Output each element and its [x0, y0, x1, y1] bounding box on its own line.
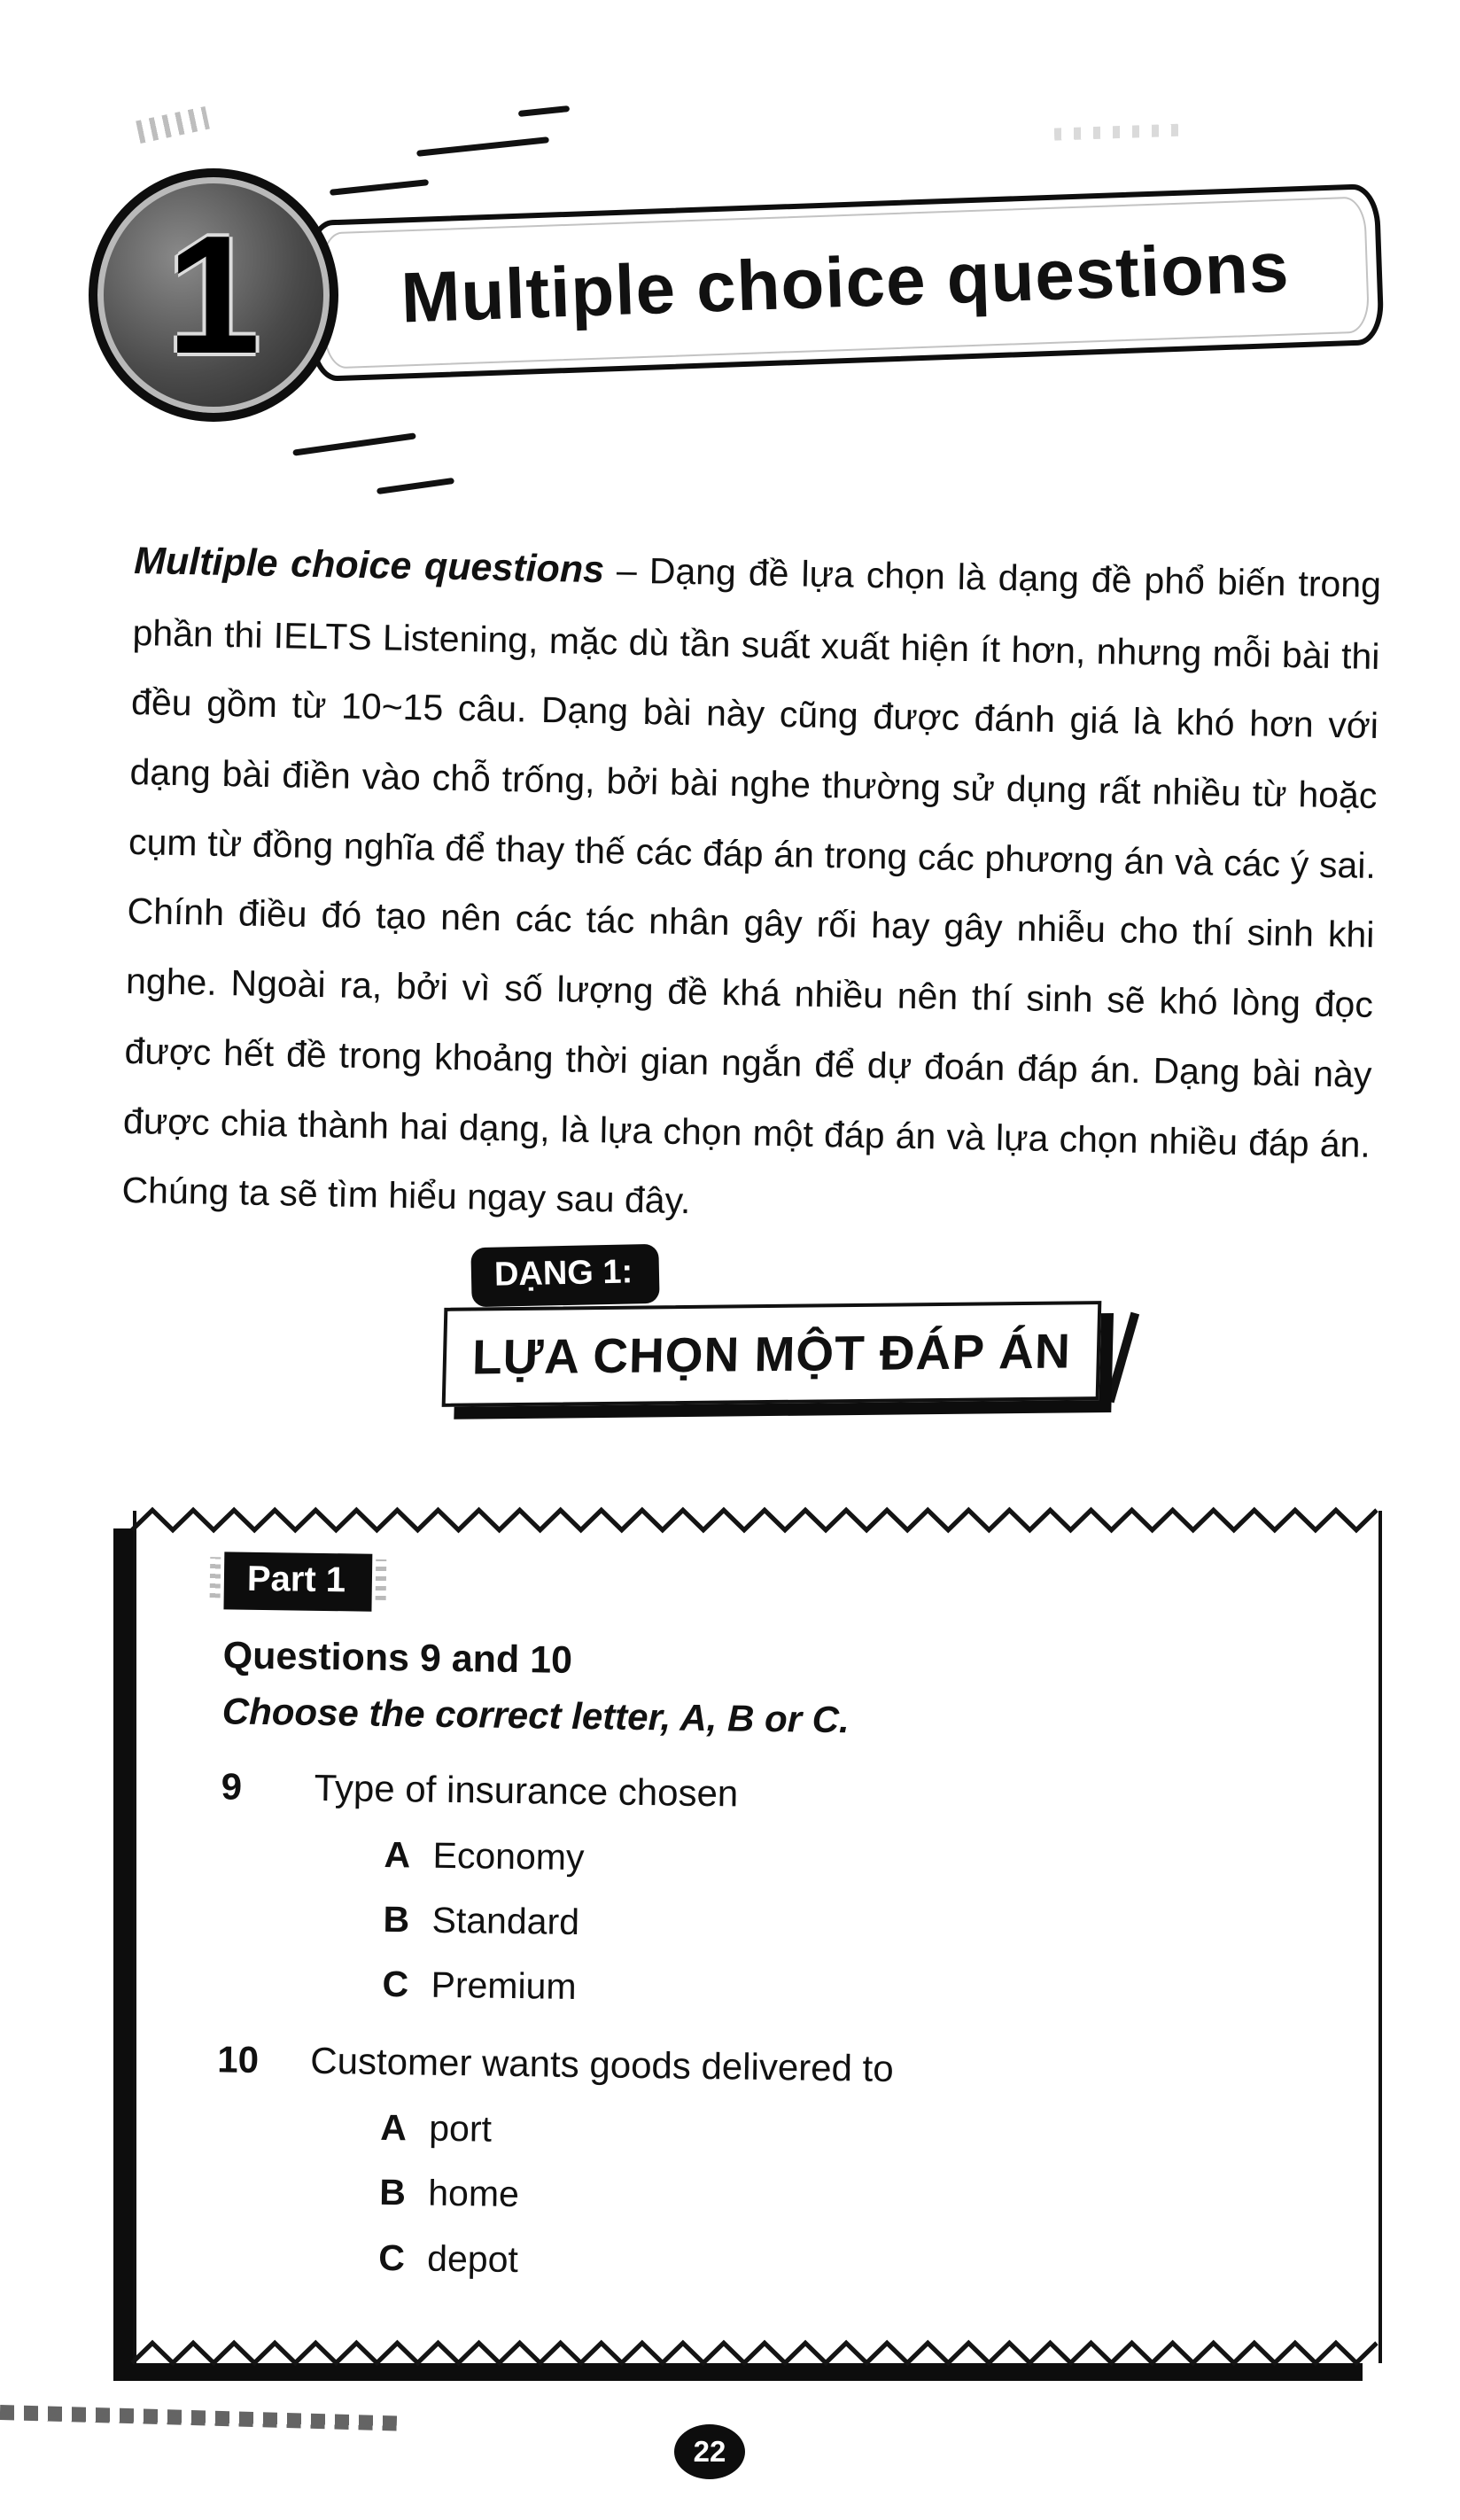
chapter-title-banner — [306, 183, 1385, 382]
scan-noise-decor — [1054, 123, 1187, 140]
question-number: 9 — [221, 1765, 243, 1808]
intro-body-text: Dạng đề lựa chọn là dạng đề phổ biến trong phần thi IELTS Listening, mặc dù tần suất xuất hiện ít hơn, nhưng mỗi bài thi đều gồm từ 10~15 câu. Dạng bài này cũng được đánh giá là khó hơn với dạng bài điền vào chỗ trống, bởi bài nghe thường sử dụng rất nhiều từ hoặc cụm từ đồng nghĩa để thay thế các đáp án trong các phương án và các ý sai. Chính điều đó tạo nên các tác nhân gây rối hay gây nhiễu cho thí sinh khi nghe. Ngoài ra, bởi vì số lượng đề khá nhiều nên thí sinh sẽ khó lòng đọc được hết đề trong khoảng thời gian ngắn để dự đoán đáp án. Dạng bài này được chia thành hai dạng, là lựa chọn một đáp án và lựa chọn nhiều đáp án. Chúng ta sẽ tìm hiểu ngay sau đây. — [121, 550, 1382, 1222]
zigzag-bottom-edge — [132, 2340, 1390, 2367]
speed-line-decor — [416, 136, 549, 157]
option-letter: C — [382, 1964, 409, 2005]
speed-line-decor — [377, 478, 454, 494]
questions-heading: Questions 9 and 10 — [222, 1634, 573, 1682]
option-row — [218, 1959, 1301, 2021]
option-letter: C — [377, 2236, 406, 2278]
intro-separator: – — [603, 549, 650, 592]
option-text: depot — [426, 2237, 519, 2280]
option-row — [216, 2102, 1300, 2164]
chapter-badge — [89, 168, 338, 422]
chapter-number: 1 — [167, 201, 260, 389]
option-letter: A — [379, 2106, 408, 2149]
page-number-badge — [674, 2424, 745, 2479]
option-text: Economy — [432, 1834, 585, 1878]
intro-lead-phrase: Multiple choice questions — [133, 539, 605, 592]
option-row — [220, 1829, 1303, 1891]
option-text: port — [428, 2107, 493, 2150]
banner-fold-decor — [1106, 1312, 1139, 1404]
option-text: Premium — [431, 1964, 577, 2008]
exercise-box — [133, 1511, 1382, 2363]
option-text: Standard — [431, 1899, 580, 1942]
section-banner — [442, 1301, 1102, 1407]
speed-line-decor — [292, 432, 416, 455]
questions-instruction: Choose the correct letter, A, B or C. — [221, 1690, 850, 1741]
section-tab — [470, 1244, 660, 1307]
question-row — [221, 1762, 1304, 1826]
option-letter: B — [383, 1898, 410, 1941]
option-letter: B — [378, 2172, 407, 2213]
intro-paragraph — [121, 525, 1382, 1249]
exercise-box-sheet — [133, 1511, 1382, 2363]
part-label — [223, 1552, 372, 1611]
option-row — [214, 2232, 1298, 2294]
speed-line-decor — [518, 105, 570, 117]
question-text: Customer wants goods delivered to — [310, 2040, 894, 2090]
question-number: 10 — [217, 2038, 260, 2081]
option-letter: A — [384, 1833, 411, 1875]
section-tab-label: DẠNG 1: — [493, 1253, 633, 1294]
chapter-title: Multiple choice questions — [400, 227, 1291, 338]
exercise-content — [126, 1511, 1378, 2295]
option-text: home — [427, 2173, 520, 2215]
part-label-text: Part 1 — [246, 1559, 346, 1600]
speed-line-decor — [330, 179, 429, 196]
question-text: Type of insurance chosen — [314, 1766, 739, 1815]
page-number: 22 — [693, 2435, 726, 2468]
option-row — [219, 1894, 1302, 1956]
option-row — [215, 2167, 1299, 2229]
question-row — [217, 2036, 1301, 2100]
binding-marks-decor — [0, 2405, 397, 2431]
hatch-marks-decor — [136, 106, 210, 144]
section-banner-title: LỰA CHỌN MỘT ĐÁP ÁN — [471, 1323, 1072, 1385]
